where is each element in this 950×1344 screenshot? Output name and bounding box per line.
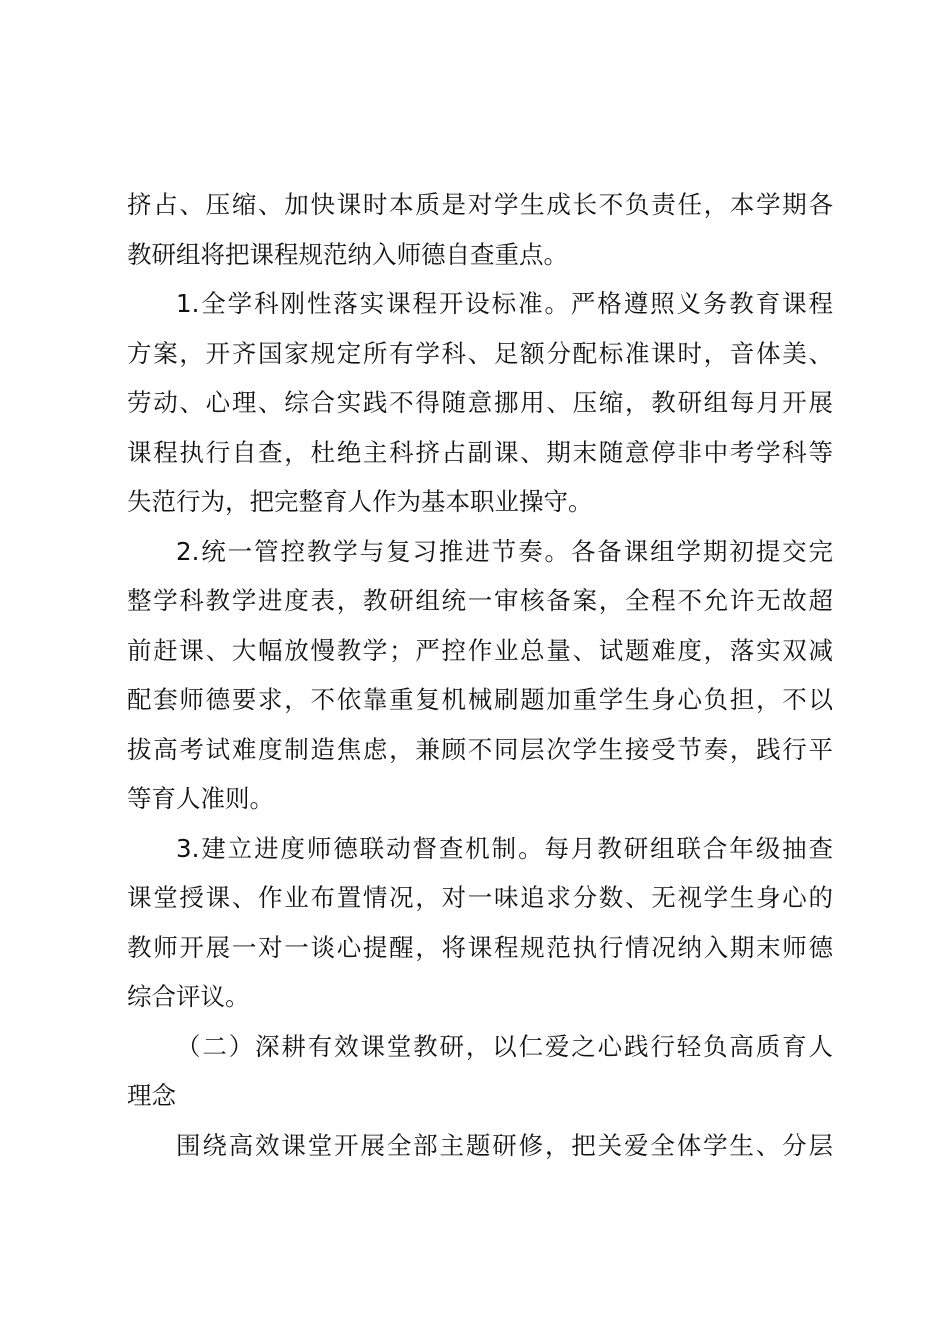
text-line: 方案，开齐国家规定所有学科、足额分配标准课时，音体美、	[127, 338, 833, 368]
text-line: 围绕高效课堂开展全部主题研修，把关爱全体学生、分层	[176, 1130, 833, 1160]
text-line: 配套师德要求，不依靠重复机械刷题加重学生身心负担，不以	[127, 685, 833, 714]
text-line: 等育人准则。	[127, 784, 274, 813]
text-line: 课堂授课、作业布置情况，对一味追求分数、无视学生身心的	[127, 883, 833, 912]
text-line: 挤占、压缩、加快课时本质是对学生成长不负责任，本学期各	[127, 190, 833, 219]
text-line: 整学科教学进度表，教研组统一审核备案，全程不允许无故超	[127, 586, 833, 615]
text-line: 教师开展一对一谈心提醒，将课程规范执行情况纳入期末师德	[127, 932, 833, 962]
text-line: 2.统一管控教学与复习推进节奏。各备课组学期初提交完	[176, 536, 833, 566]
text-line: 课程执行自查，杜绝主科挤占副课、期末随意停非中考学科等	[127, 437, 833, 467]
text-line: 1.全学科刚性落实课程开设标准。严格遵照义务教育课程	[176, 289, 833, 318]
text-line: 劳动、心理、综合实践不得随意挪用、压缩，教研组每月开展	[127, 388, 833, 417]
text-line: 3.建立进度师德联动督查机制。每月教研组联合年级抽查	[176, 833, 833, 863]
text-line: 综合评议。	[127, 982, 250, 1011]
text-line: 失范行为，把完整育人作为基本职业操守。	[127, 487, 593, 516]
text-line: 理念	[127, 1081, 176, 1110]
body-text	[127, 180, 833, 1170]
text-line: （二）深耕有效课堂教研，以仁爱之心践行轻负高质育人	[176, 1031, 833, 1061]
text-line: 教研组将把课程规范纳入师德自查重点。	[127, 239, 568, 269]
text-line: 前赶课、大幅放慢教学；严控作业总量、试题难度，落实双减	[127, 635, 833, 665]
text-line: 拔高考试难度制造焦虑，兼顾不同层次学生接受节奏，践行平	[127, 734, 833, 764]
